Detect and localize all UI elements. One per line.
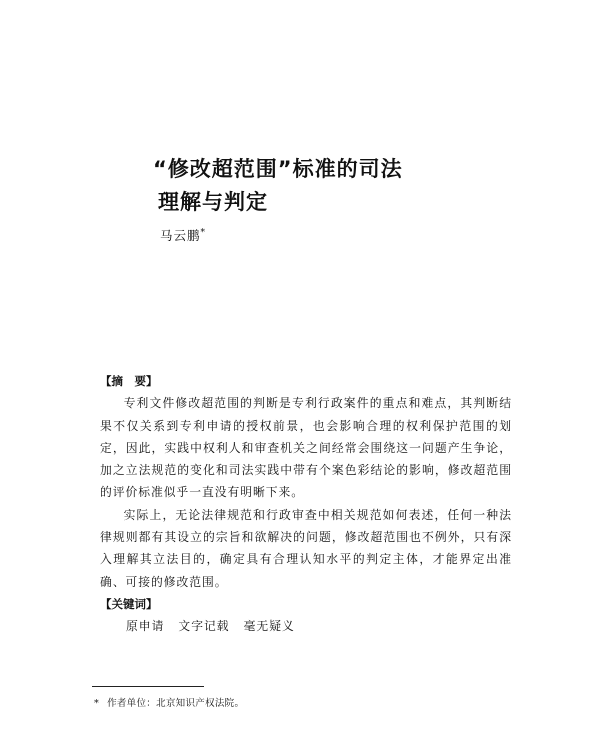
author-name: 马云鹏: [160, 228, 201, 243]
author-byline: [160, 226, 205, 244]
keywords-label: 【关键词】: [100, 596, 158, 611]
abstract-paragraph-2: 实际上，无论法律规范和行政审查中相关规范如何表述，任何一种法律规则都有其设立的宗旨和欲解决的问题，修改超范围也不例外，只有深入理解其立法目的，确定具有合理认知水平的判定主体，才能界定出准确、可接的修改范围。: [100, 507, 512, 589]
abstract-section: [100, 370, 512, 638]
footnote: [94, 695, 244, 709]
author-footnote-mark: *: [200, 227, 206, 238]
abstract-label: 【摘 要】: [100, 374, 158, 388]
footnote-mark: *: [94, 698, 100, 709]
keyword-item: 毫无疑义: [243, 619, 295, 634]
keyword-item: 原申请: [126, 619, 165, 634]
abstract-paragraph-1: 专利文件修改超范围的判断是专利行政案件的重点和难点，其判断结果不仅关系到专利申请的授权前景，也会影响合理的权利保护范围的划定，因此，实践中权利人和审查机关之间经常会围绕这一问题产生争论，加之立法规范的变化和司法实践中带有个案色彩结论的影响，修改超范围的评价标准似乎一直没有明晰下来。: [100, 396, 512, 500]
keywords-list: [100, 615, 512, 637]
keyword-item: 文字记载: [178, 619, 230, 634]
footnote-divider: [92, 686, 204, 687]
article-title-line-2: 理解与判定: [158, 190, 268, 214]
article-title-line-1: “修改超范围”标准的司法: [153, 157, 403, 181]
footnote-text: 作者单位：北京知识产权法院。: [107, 698, 245, 709]
